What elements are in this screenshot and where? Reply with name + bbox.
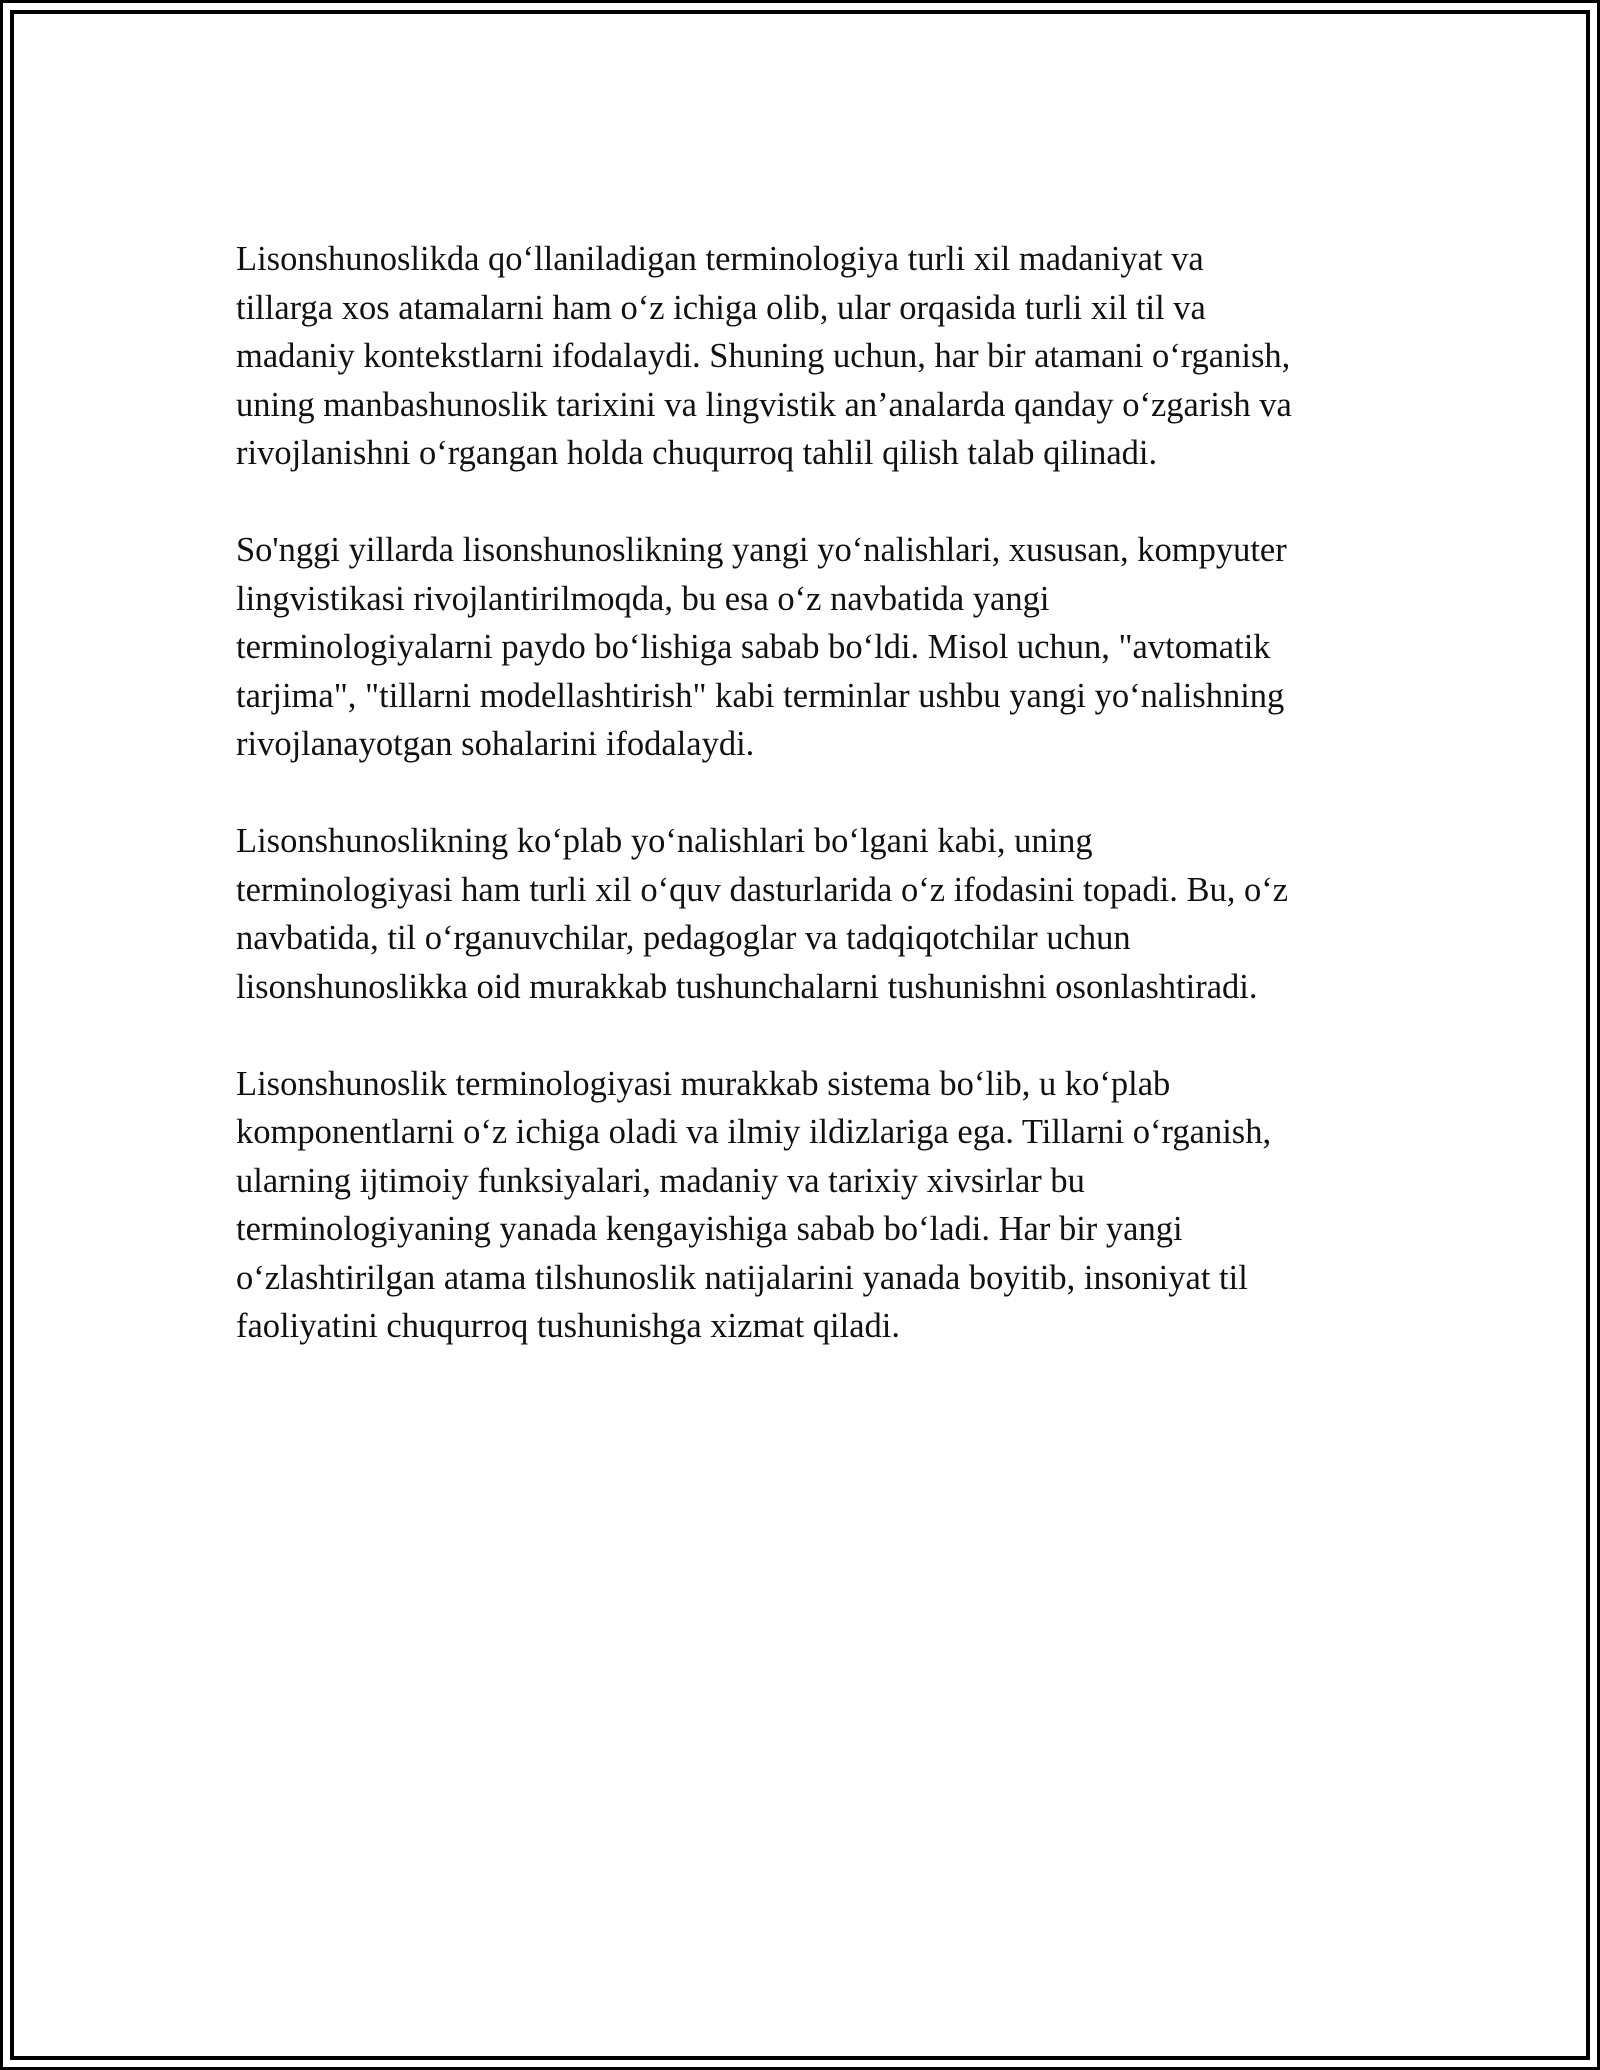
paragraph-line: ularning ijtimoiy funksiyalari, madaniy va tarixiy xivsirlar bu xyxy=(236,1161,1085,1200)
paragraph-3 xyxy=(236,817,1386,1011)
paragraph-line: rivojlanishni o‘rgangan holda chuqurroq tahlil qilish talab qilinadi. xyxy=(236,434,1158,472)
document-body xyxy=(236,235,1386,1399)
paragraph-line: faoliyatini chuqurroq tushunishga xizmat qiladi. xyxy=(236,1307,900,1345)
paragraph-line: Lisonshunoslik terminologiyasi murakkab sistema bo‘lib, u ko‘plab xyxy=(236,1064,1171,1103)
paragraph-line: Lisonshunoslikda qo‘llaniladigan terminologiya turli xil madaniyat va xyxy=(236,240,1204,278)
paragraph-line: rivojlanayotgan sohalarini ifodalaydi. xyxy=(236,725,755,763)
paragraph-line: lingvistikasi rivojlantirilmoqda, bu esa o‘z navbatida yangi xyxy=(236,579,1050,618)
paragraph-line: madaniy kontekstlarni ifodalaydi. Shuning uchun, har bir atamani o‘rganish, xyxy=(236,337,1291,375)
paragraph-4 xyxy=(236,1060,1386,1351)
paragraph-line: navbatida, til o‘rganuvchilar, pedagoglar va tadqiqotchilar uchun xyxy=(236,919,1131,957)
paragraph-line: uning manbashunoslik tarixini va lingvistik an’analarda qanday o‘zgarish va xyxy=(236,385,1292,424)
paragraph-line: o‘zlashtirilgan atama tilshunoslik natijalarini yanada boyitib, insoniyat til xyxy=(236,1258,1248,1297)
paragraph-line: lisonshunoslikka oid murakkab tushunchalarni tushunishni osonlashtiradi. xyxy=(236,967,1258,1006)
paragraph-line: komponentlarni o‘z ichiga oladi va ilmiy ildizlariga ega. Tillarni o‘rganish, xyxy=(236,1113,1272,1151)
paragraph-line: Lisonshunoslikning ko‘plab yo‘nalishlari bo‘lgani kabi, uning xyxy=(236,822,1093,860)
paragraph-line: terminologiyalarni paydo bo‘lishiga sabab bo‘ldi. Misol uchun, "avtomatik xyxy=(236,628,1271,666)
paragraph-line: So'nggi yillarda lisonshunoslikning yangi yo‘nalishlari, xususan, kompyuter xyxy=(236,531,1287,569)
paragraph-line: tarjima", "tillarni modellashtirish" kabi terminlar ushbu yangi yo‘nalishning xyxy=(236,676,1285,715)
paragraph-line: tillarga xos atamalarni ham o‘z ichiga olib, ular orqasida turli xil til va xyxy=(236,288,1206,327)
paragraph-1 xyxy=(236,235,1386,478)
paragraph-line: terminologiyasi ham turli xil o‘quv dasturlarida o‘z ifodasini topadi. Bu, o‘z xyxy=(236,870,1289,909)
paragraph-2 xyxy=(236,526,1386,769)
paragraph-line: terminologiyaning yanada kengayishiga sabab bo‘ladi. Har bir yangi xyxy=(236,1210,1183,1248)
